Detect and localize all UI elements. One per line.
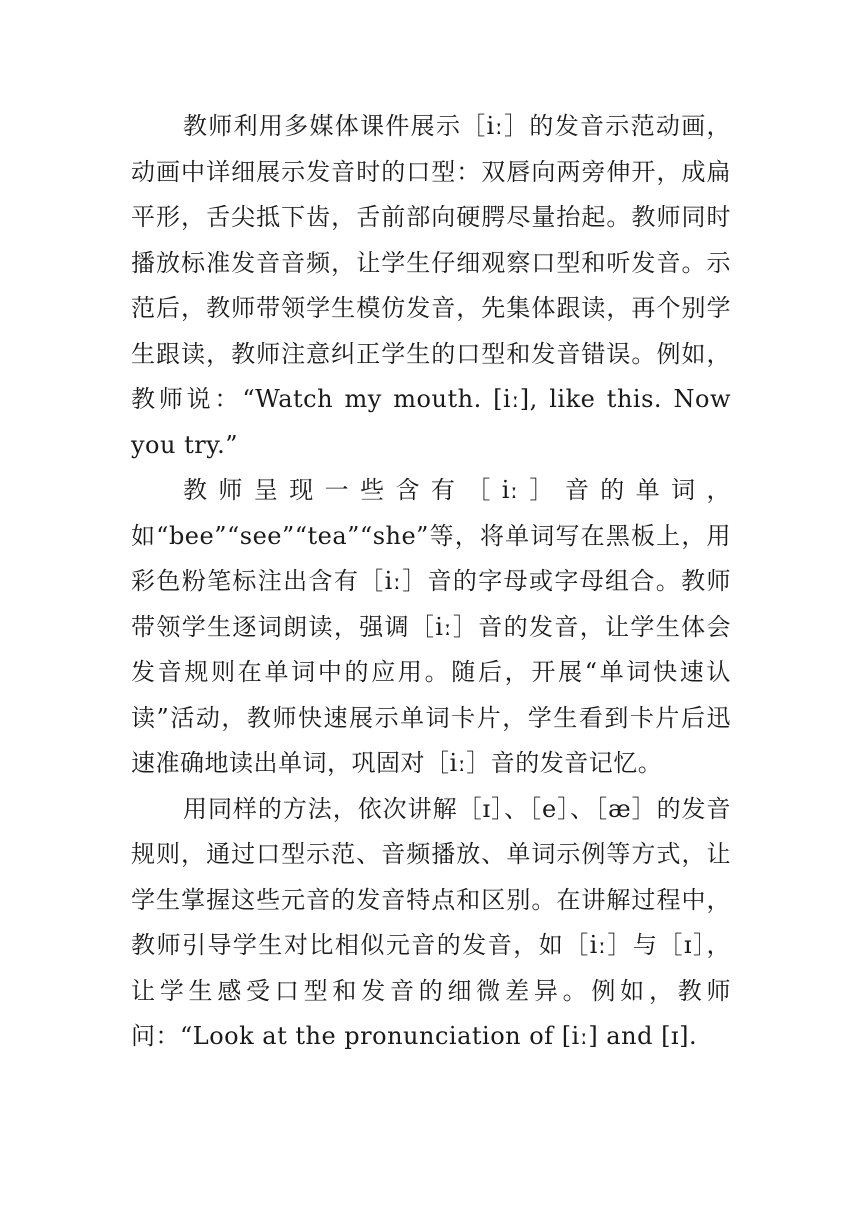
- paragraph-2: 教师呈现一些含有［iː］音的单词，如“bee”“see”“tea”“she”等，将单词写在黑板上，用彩色粉笔标注出含有［iː］音的字母或字母组合。教师带领学生逐词朗读，强调［iː］音的发音，让学生体会发音规则在单词中的应用。随后，开展“单词快速认读”活动，教师快速展示单词卡片，学生看到卡片后迅速准确地读出单词，巩固对［iː］音的发音记忆。: [131, 476, 731, 777]
- paragraph-3: 用同样的方法，依次讲解［ɪ］、［e］、［æ］的发音规则，通过口型示范、音频播放、单词示例等方式，让学生掌握这些元音的发音特点和区别。在讲解过程中，教师引导学生对比相似元音的发音，如［iː］与［ɪ］，让学生感受口型和发音的细微差异。例如，教师问：“Look at the pronunciation of [iː] and [ɪ].: [131, 794, 731, 1050]
- paragraph-1: 教师利用多媒体课件展示［iː］的发音示范动画，动画中详细展示发音时的口型：双唇向两旁伸开，成扁平形，舌尖抵下齿，舌前部向硬腭尽量抬起。教师同时播放标准发音音频，让学生仔细观察口型和听发音。示范后，教师带领学生模仿发音，先集体跟读，再个别学生跟读，教师注意纠正学生的口型和发音错误。例如，教师说：“Watch my mouth. [iː], like this. Now you try.”: [131, 112, 731, 459]
- document-body: [131, 104, 731, 1060]
